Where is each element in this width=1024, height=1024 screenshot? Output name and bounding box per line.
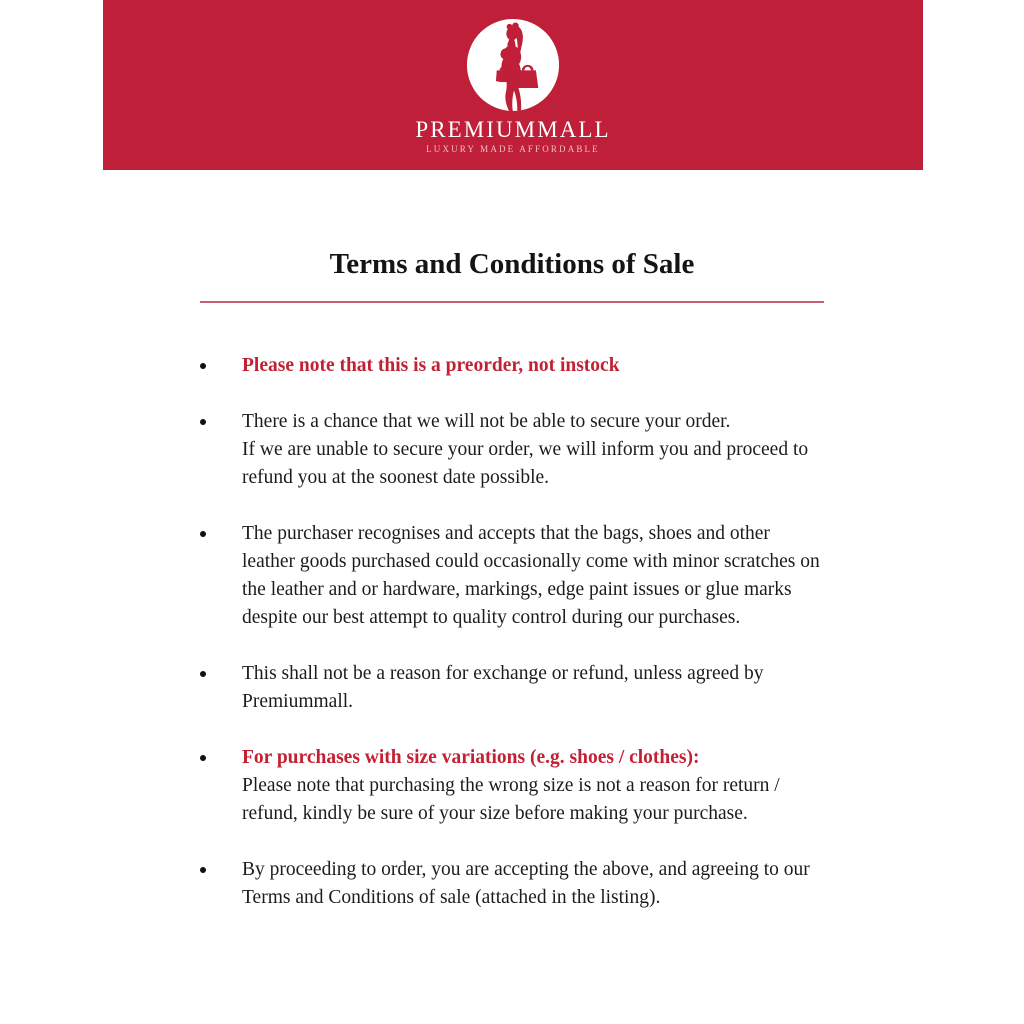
terms-document <box>200 244 824 912</box>
list-item <box>200 408 824 492</box>
woman-with-shopping-bags-icon <box>464 16 562 114</box>
bullet-text-line: Premiummall. <box>242 691 354 712</box>
bullet-text-line: the leather and or hardware, markings, edge paint issues or glue marks <box>242 579 792 600</box>
bullet-text-line: refund, kindly be sure of your size before making your purchase. <box>242 803 748 824</box>
bullet-dot <box>200 419 206 425</box>
bullet-text-line: If we are unable to secure your order, we will inform you and proceed to <box>242 439 809 460</box>
bullet-text-line: despite our best attempt to quality control during our purchases. <box>242 607 741 628</box>
page-title: Terms and Conditions of Sale <box>329 248 695 280</box>
brand-banner <box>103 0 923 170</box>
brand-name: PREMIUMMALL <box>415 117 611 142</box>
bullet-text-line: leather goods purchased could occasionally come with minor scratches on <box>242 551 820 572</box>
list-item <box>200 352 824 380</box>
bullet-dot <box>200 671 206 677</box>
list-item <box>200 520 824 632</box>
terms-list <box>200 352 824 912</box>
list-item <box>200 660 824 716</box>
bullet-text-line: Terms and Conditions of sale (attached in the listing). <box>242 887 661 908</box>
bullet-emphasis-line: For purchases with size variations (e.g. shoes / clothes): <box>242 747 700 768</box>
title-divider <box>200 301 824 303</box>
bullet-text-line: refund you at the soonest date possible. <box>242 467 550 488</box>
bullet-dot <box>200 531 206 537</box>
bullet-text-line: The purchaser recognises and accepts that the bags, shoes and other <box>242 523 770 544</box>
bullet-dot <box>200 363 206 369</box>
brand-tagline: LUXURY MADE AFFORDABLE <box>426 144 600 154</box>
list-item <box>200 744 824 828</box>
bullet-emphasis-line: Please note that this is a preorder, not instock <box>242 355 620 376</box>
bullet-text-line: By proceeding to order, you are accepting the above, and agreeing to our <box>242 859 810 880</box>
bullet-text-line: Please note that purchasing the wrong size is not a reason for return / <box>242 775 780 796</box>
list-item <box>200 856 824 912</box>
bullet-text-line: This shall not be a reason for exchange or refund, unless agreed by <box>242 663 764 684</box>
bullet-text-line: There is a chance that we will not be able to secure your order. <box>242 411 731 432</box>
bullet-dot <box>200 867 206 873</box>
bullet-dot <box>200 755 206 761</box>
